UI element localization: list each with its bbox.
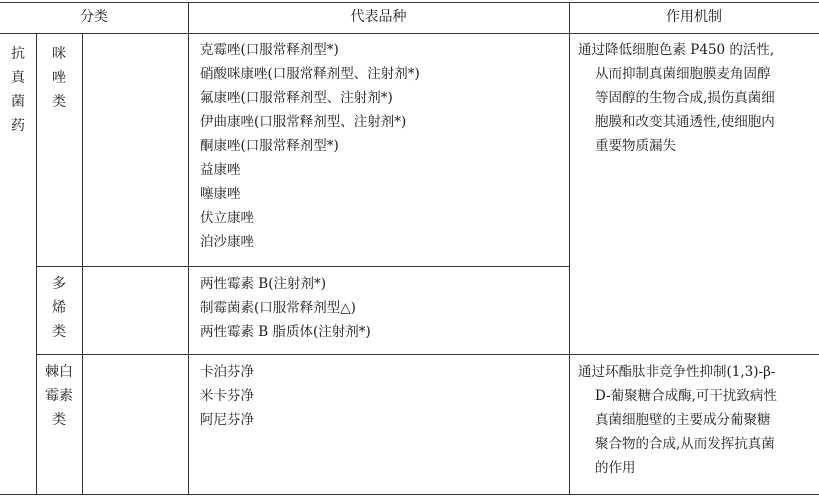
header-bottom-rule	[0, 33, 819, 34]
drug-item: 阿尼芬净	[200, 412, 254, 428]
header-category: 分类	[80, 9, 108, 25]
main-category-char: 药	[11, 118, 25, 134]
group-divider-2	[36, 354, 819, 355]
table-bottom-rule	[0, 494, 819, 495]
mechanism-line: 通过环酯肽非竞争性抑制(1,3)-β-	[578, 364, 776, 380]
drug-list-echinocandin	[200, 360, 254, 432]
drug-item: 益康唑	[200, 162, 241, 178]
mechanism-azole	[578, 38, 814, 158]
drug-item: 克霉唑(口服常释剂型*)	[200, 42, 339, 58]
group-name-char: 类	[52, 324, 66, 340]
col-divider-2	[82, 33, 83, 494]
main-category-char: 真	[11, 70, 25, 86]
group-name-char: 类	[52, 94, 66, 110]
mechanism-line: 通过降低细胞色素 P450 的活性,	[578, 42, 775, 58]
group-name-polyene	[47, 272, 71, 344]
group-name-char: 类	[52, 412, 66, 428]
drug-item: 制霉菌素(口服常释剂型△)	[200, 300, 356, 316]
col-divider-3	[188, 2, 189, 494]
drug-item: 两性霉素 B 脂质体(注射剂*)	[200, 324, 371, 340]
header-mechanism: 作用机制	[666, 9, 722, 25]
mechanism-line: 真菌细胞壁的主要成分葡聚糖	[595, 412, 771, 428]
group-name-imidazole	[47, 42, 71, 114]
main-category-char: 菌	[11, 94, 25, 110]
group-name-char: 烯	[52, 300, 66, 316]
group-name-char: 棘白	[45, 364, 73, 380]
mechanism-line: 的作用	[595, 460, 636, 476]
drug-item: 伊曲康唑(口服常释剂型、注射剂*)	[200, 114, 407, 130]
mechanism-echinocandin	[578, 360, 814, 480]
drug-item: 噻康唑	[200, 186, 241, 202]
mechanism-line: 等固醇的生物合成,损伤真菌细	[595, 90, 775, 106]
drug-item: 泊沙康唑	[200, 234, 254, 250]
group-name-char: 咪	[52, 46, 66, 62]
table-top-rule	[0, 2, 819, 3]
drug-item: 米卡芬净	[200, 388, 254, 404]
mechanism-line: 从而抑制真菌细胞膜麦角固醇	[595, 66, 771, 82]
col-divider-1	[36, 33, 37, 494]
group-name-char: 霉素	[45, 388, 73, 404]
main-category-char: 抗	[11, 46, 25, 62]
drug-list-polyene	[200, 272, 371, 344]
group-divider-1	[36, 266, 569, 267]
drug-item: 硝酸咪康唑(口服常释剂型、注射剂*)	[200, 66, 420, 82]
col-divider-4	[569, 2, 570, 494]
drug-item: 氟康唑(口服常释剂型、注射剂*)	[200, 90, 393, 106]
drug-list-imidazole	[200, 38, 420, 254]
mechanism-line: 胞膜和改变其通透性,使细胞内	[595, 114, 775, 130]
header-drugs: 代表品种	[350, 9, 407, 25]
drug-item: 两性霉素 B(注射剂*)	[200, 276, 326, 292]
drug-item: 卡泊芬净	[200, 364, 254, 380]
drug-item: 伏立康唑	[200, 210, 254, 226]
mechanism-line: 聚合物的合成,从而发挥抗真菌	[595, 436, 775, 452]
group-name-echinocandin	[41, 360, 77, 432]
main-category	[6, 42, 30, 138]
group-name-char: 多	[52, 276, 66, 292]
drug-item: 酮康唑(口服常释剂型*)	[200, 138, 339, 154]
group-name-char: 唑	[52, 70, 66, 86]
mechanism-line: D-葡聚糖合成酶,可干扰致病性	[595, 388, 777, 404]
mechanism-line: 重要物质漏失	[595, 138, 676, 154]
